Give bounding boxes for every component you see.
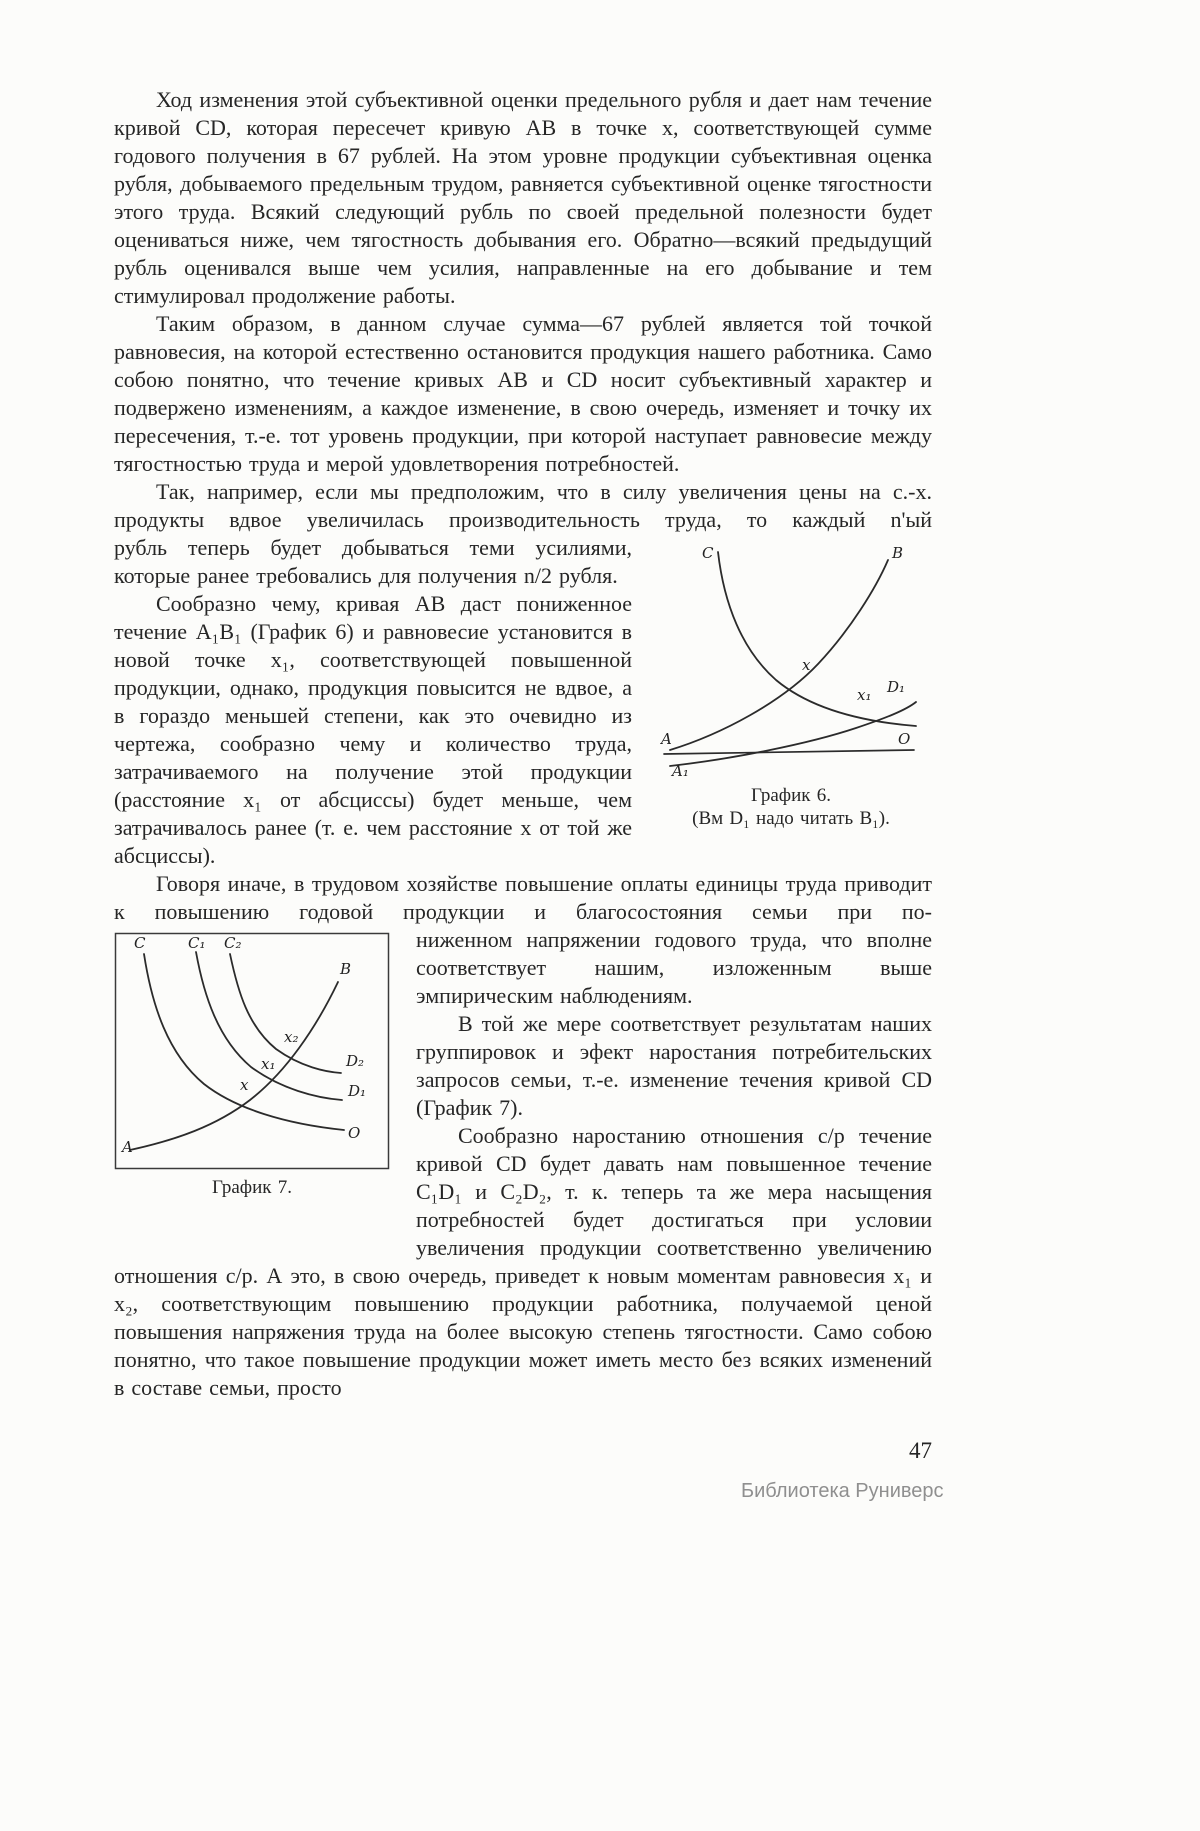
figure-7-caption: График 7. (212, 1177, 292, 1198)
paragraph: рубль теперь будет добываться теми усилиями, которые ранее требовались для получения n/2 рубля. (114, 535, 632, 588)
fig6-label-a1: A₁ (672, 762, 689, 778)
fig7-label-x1: x₁ (261, 1055, 276, 1073)
paragraph: Ход изменения этой субъективной оценки предельного рубля и дает нам течение кривой CD, которая пересечет кривую AB в точке x, соответствующей сумме годового получения в 67 рублей. На этом уровне продукции субъективная оценка рубля, добываемого предельным трудом, равняется субъективной оценке тягостности этого труда. Всякий следующий рубль по своей предельной полезности будет оцениваться ниже, чем тягостность добывания его. Обратно—всякий предыдущий рубль оценивался выше чем усилия, направленные на его добывание и тем стимулировал продолжение работы. (114, 87, 932, 308)
figure-6-caption-line2: (Вм D₁ надо читать B₁). (692, 808, 890, 829)
paragraph: Таким образом, в данном случае сумма—67 рублей является той точкой равновесия, на которой естественно остановится продукция нашего работника. Само собою понятно, что течение кривых AB и CD носит субъективный характер и подвержено изменениям, а каждое изменение, в свою очередь, изменяет и точку их пересечения, т.-е. тот уровень продукции, при которой наступает равновесие между тягостностью труда и мерой удовлетворения потребностей. (114, 311, 932, 476)
figure-graph-7 (114, 932, 390, 1199)
paragraph: ниженном напряжении годового труда, что вполне соответствует нашим, изложенным выше эмпирическим наблюдениям. (416, 927, 932, 1008)
paragraph: Сообразно чему, кривая AB даст пониженное течение A₁B₁ (График 6) и равновесие установится в новой точке x₁, соответствующей повышенной продукции, однако, продукция повысится не вдвое, а в гораздо меньшей степени, как это очевидно из чертежа, сообразно чему и количество труда, затрачиваемого на получение этой продукции (расстояние x₁ от абсциссы) будет меньше, чем затрачивалось ранее (т. е. чем расстояние x от той же абсциссы). (114, 591, 632, 868)
fig7-label-c1: C₁ (188, 934, 206, 952)
fig7-curve-c2d2 (230, 954, 341, 1073)
fig7-label-b: B (340, 960, 352, 978)
fig6-curve-a1b1 (670, 702, 916, 766)
fig7-label-c: C (134, 934, 146, 952)
fig7-label-d2: D₂ (346, 1052, 365, 1070)
fig6-curve-ab (670, 560, 888, 750)
fig6-curve-cd (718, 552, 916, 726)
fig7-label-a: A (122, 1138, 133, 1156)
graph-6-drawing (660, 542, 922, 778)
fig6-label-c: C (702, 544, 714, 562)
library-watermark: Библиотека Руниверс (741, 1480, 944, 1502)
paragraph: Так, например, если мы предположим, что в силу увеличения цены на с.-х. продукты вдвое увеличилась производительность труда, то каждый n'ый (114, 479, 932, 532)
fig7-label-c2: C₂ (224, 934, 242, 952)
text-column (114, 86, 932, 1402)
paragraph: Говоря иначе, в трудовом хозяйстве повышение оплаты единицы труда приводит к повышению годовой продукции и благосостояния семьи при по- (114, 871, 932, 924)
fig7-label-x2: x₂ (284, 1028, 299, 1046)
page-number: 47 (909, 1438, 932, 1463)
fig6-abscissa-axis (664, 750, 914, 754)
fig6-label-x1: x₁ (857, 686, 872, 704)
fig6-label-o: O (898, 730, 911, 748)
paragraph: В той же мере соответствует результатам наших группировок и эфект наростания потребительских запросов семьи, т.-е. изменение течения кривой CD (График 7). (416, 1011, 932, 1120)
fig7-curve-c1d1 (196, 952, 342, 1100)
fig6-label-x: x (802, 656, 811, 674)
fig6-label-d1: D₁ (887, 678, 906, 696)
fig6-label-a: A (661, 730, 672, 748)
fig6-label-b: B (892, 544, 904, 562)
fig7-label-x: x (240, 1076, 249, 1094)
paragraph: Сообразно наростанию отношения c/p течение кривой CD будет давать нам повышенное течение C₁D₁ и C₂D₂, т. к. теперь та же мера насыщения потребностей будет достигаться при условии увеличения продукции соответственно увеличению отношения c/p. А это, в свою очередь, приведет к новым моментам равновесия x₁ и x₂, соответствующим повышению продукции работника, получаемой ценой повышения напряжения труда на более высокую степень тягостности. Само собою понятно, что такое повышение продукции может иметь место без всяких изменений в составе семьи, просто (114, 1123, 932, 1400)
figure-graph-6 (650, 542, 932, 830)
graph-7-drawing (114, 932, 390, 1170)
figure-6-caption-line1: График 6. (751, 785, 831, 806)
fig7-label-d1: D₁ (348, 1082, 367, 1100)
fig7-label-o: O (348, 1124, 361, 1142)
figure-6-caption (650, 784, 932, 830)
